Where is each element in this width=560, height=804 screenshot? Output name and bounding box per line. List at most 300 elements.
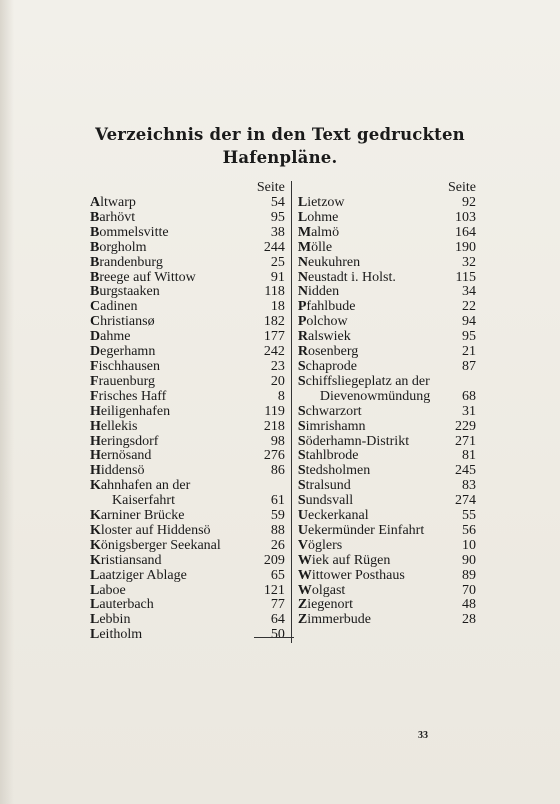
entry-name	[90, 390, 166, 405]
entry-page: 245	[455, 463, 476, 479]
index-list-right	[298, 196, 476, 628]
entry-name	[298, 345, 358, 360]
entry-initial: S	[297, 493, 306, 509]
entry-name-rest: ebbin	[99, 612, 131, 628]
entry-page: 20	[270, 373, 285, 389]
entry-name	[90, 226, 169, 241]
entry-initial: S	[297, 463, 306, 479]
entry-initial: A	[90, 195, 101, 210]
index-entry	[298, 241, 476, 256]
index-entry	[90, 598, 285, 613]
index-entry	[90, 405, 285, 420]
entry-name	[90, 449, 151, 464]
entry-name	[90, 315, 155, 330]
entry-name-rest: osenberg	[307, 344, 359, 360]
entry-name	[298, 479, 351, 494]
index-entry	[298, 211, 476, 226]
entry-name	[90, 613, 130, 628]
entry-initial: M	[297, 224, 312, 240]
entry-name	[90, 479, 190, 494]
entry-name-rest: ietzow	[307, 195, 345, 210]
index-entry	[298, 196, 476, 211]
entry-page: 229	[455, 418, 476, 434]
entry-name-rest: ltwarp	[100, 195, 136, 210]
entry-name	[298, 449, 359, 464]
entry-name-rest: risches Haff	[98, 388, 167, 404]
entry-page: 164	[455, 224, 476, 240]
entry-initial: N	[297, 269, 308, 285]
entry-page: 70	[462, 582, 476, 598]
index-entry	[298, 315, 476, 330]
index-entry	[90, 524, 285, 539]
index-entry	[90, 613, 285, 628]
entry-name	[298, 211, 338, 226]
entry-name	[298, 494, 353, 509]
entry-initial: H	[90, 448, 101, 464]
entry-initial: N	[297, 254, 308, 270]
entry-initial: B	[90, 224, 100, 240]
entry-name	[298, 241, 332, 256]
entry-name-rest: ristiansand	[100, 552, 162, 568]
entry-initial: U	[297, 508, 308, 524]
entry-initial: B	[90, 269, 100, 285]
entry-initial: B	[90, 239, 100, 255]
entry-name-rest: Kaiserfahrt	[112, 493, 175, 509]
entry-initial: B	[90, 209, 100, 225]
entry-name-rest: alswiek	[307, 329, 351, 345]
entry-initial: S	[297, 358, 306, 374]
entry-initial: S	[297, 418, 306, 434]
index-entry	[298, 405, 476, 420]
entry-page: 209	[263, 552, 285, 568]
entry-name	[90, 598, 154, 613]
entry-initial: D	[90, 344, 101, 360]
entry-name	[298, 509, 369, 524]
index-entry	[90, 494, 285, 509]
entry-name	[90, 300, 137, 315]
entry-page: 83	[462, 478, 476, 494]
entry-name-rest: öglers	[307, 537, 343, 553]
separator-rule	[254, 637, 294, 638]
entry-name-rest: olgast	[311, 582, 346, 598]
index-entry	[90, 196, 285, 211]
entry-initial: R	[297, 344, 308, 360]
entry-initial: K	[90, 522, 101, 538]
entry-initial: P	[297, 314, 307, 330]
entry-page: 89	[462, 567, 476, 583]
index-entry	[298, 330, 476, 345]
index-entry	[298, 554, 476, 569]
entry-name	[90, 539, 221, 554]
entry-name-rest: hristiansø	[100, 314, 155, 330]
entry-page: 81	[462, 448, 476, 464]
index-entry	[298, 524, 476, 539]
entry-name-rest: ommelsvitte	[99, 224, 169, 240]
index-entry	[90, 420, 285, 435]
index-entry	[90, 330, 285, 345]
entry-initial: K	[90, 478, 101, 494]
entry-name-rest: rauenburg	[98, 373, 156, 389]
entry-initial: P	[297, 299, 307, 315]
entry-initial: B	[90, 284, 100, 300]
index-entry	[90, 300, 285, 315]
entry-initial: D	[90, 329, 101, 345]
entry-name	[298, 226, 339, 241]
index-entry	[90, 211, 285, 226]
entry-page: 91	[270, 269, 285, 285]
entry-initial: L	[90, 627, 100, 643]
entry-page: 54	[270, 195, 285, 210]
entry-initial: M	[297, 239, 312, 255]
entry-name-rest: tahlbrode	[305, 448, 359, 464]
entry-name-rest: iddensö	[100, 463, 145, 479]
entry-name-rest: ahme	[100, 329, 131, 345]
entry-page: 55	[462, 508, 476, 524]
entry-name	[298, 360, 357, 375]
entry-name-rest: iek auf Rügen	[311, 552, 391, 568]
index-entry	[298, 569, 476, 584]
page-number: 33	[418, 730, 428, 741]
index-entry	[90, 390, 285, 405]
entry-name	[90, 464, 144, 479]
entry-page: 274	[455, 493, 476, 509]
entry-page: 119	[264, 403, 285, 419]
entry-page: 23	[270, 358, 285, 374]
entry-initial: H	[90, 403, 101, 419]
entry-page: 61	[270, 493, 285, 509]
entry-initial: L	[90, 597, 100, 613]
entry-name	[90, 524, 211, 539]
entry-page: 18	[270, 299, 285, 315]
entry-initial: L	[90, 582, 100, 598]
index-entry	[90, 271, 285, 286]
entry-name-rest: egerhamn	[100, 344, 156, 360]
entry-name-rest: ölle	[311, 239, 333, 255]
index-entry	[90, 554, 285, 569]
entry-page: 50	[270, 627, 285, 643]
entry-page: 48	[462, 597, 476, 613]
entry-initial: W	[297, 582, 312, 598]
index-entry	[298, 256, 476, 271]
entry-name	[298, 330, 351, 345]
entry-page: 115	[455, 269, 476, 285]
entry-name	[90, 494, 175, 509]
entry-initial: L	[297, 195, 308, 210]
entry-initial: S	[297, 478, 306, 494]
entry-name-rest: loster auf Hiddensö	[100, 522, 211, 538]
index-entry	[298, 390, 476, 405]
seite-header-left: Seite	[256, 180, 285, 195]
entry-name-rest: eckerkanal	[307, 508, 369, 524]
entry-name	[90, 375, 155, 390]
index-entry	[90, 345, 285, 360]
index-entry	[298, 479, 476, 494]
index-entry	[298, 509, 476, 524]
entry-name	[90, 241, 147, 256]
entry-name	[298, 613, 371, 628]
index-entry	[298, 539, 476, 554]
entry-name	[298, 584, 345, 599]
index-entry	[298, 300, 476, 315]
entry-page: 56	[462, 522, 476, 538]
entry-page: 32	[462, 254, 476, 270]
entry-page: 190	[455, 239, 476, 255]
entry-name	[90, 554, 162, 569]
entry-initial: S	[297, 373, 306, 389]
entry-page: 88	[270, 522, 285, 538]
index-entry	[90, 435, 285, 450]
entry-name	[90, 405, 170, 420]
index-entry	[90, 375, 285, 390]
entry-initial: W	[297, 567, 312, 583]
entry-initial: L	[90, 612, 100, 628]
entry-initial: H	[90, 418, 101, 434]
entry-name-rest: ittower Posthaus	[311, 567, 405, 583]
index-entry	[298, 420, 476, 435]
index-entry	[298, 464, 476, 479]
entry-name	[298, 256, 360, 271]
entry-page: 242	[263, 344, 285, 360]
entry-page: 182	[263, 314, 285, 330]
entry-page: 177	[263, 329, 285, 345]
page-title	[0, 123, 560, 169]
entry-name-rest: reege auf Wittow	[99, 269, 196, 285]
index-entry	[298, 285, 476, 300]
index-entry	[90, 539, 285, 554]
entry-name-rest: chaprode	[305, 358, 357, 374]
entry-page: 87	[462, 358, 476, 374]
index-entry	[90, 315, 285, 330]
entry-name	[298, 405, 362, 420]
index-entry	[90, 584, 285, 599]
entry-page: 218	[263, 418, 285, 434]
entry-page: 90	[462, 552, 476, 568]
entry-initial: Z	[297, 612, 308, 628]
entry-name	[298, 598, 353, 613]
index-entry	[90, 241, 285, 256]
entry-initial: S	[297, 433, 306, 449]
entry-name	[90, 211, 135, 226]
entry-page: 34	[462, 284, 476, 300]
entry-name	[298, 271, 396, 286]
entry-name-rest: undsvall	[305, 493, 354, 509]
entry-name	[90, 569, 187, 584]
entry-page: 59	[270, 508, 285, 524]
entry-initial: F	[90, 373, 99, 389]
entry-name	[90, 509, 184, 524]
index-entry	[298, 494, 476, 509]
title-line-1: Verzeichnis der in den Text gedruckten	[95, 125, 465, 144]
entry-name-rest: olchow	[306, 314, 348, 330]
entry-name-rest: önigsberger Seekanal	[100, 537, 221, 553]
entry-initial: C	[90, 299, 101, 315]
entry-name-rest: arniner Brücke	[100, 508, 185, 524]
entry-name	[298, 285, 339, 300]
entry-name	[298, 435, 409, 450]
index-entry	[90, 256, 285, 271]
entry-name-rest: almö	[311, 224, 340, 240]
index-entry	[298, 435, 476, 450]
index-entry	[90, 479, 285, 494]
entry-name	[90, 584, 126, 599]
entry-name	[90, 271, 196, 286]
entry-initial: H	[90, 433, 101, 449]
index-entry	[298, 360, 476, 375]
index-entry	[298, 345, 476, 360]
entry-name	[90, 196, 136, 211]
entry-page: 86	[270, 463, 285, 479]
entry-page: 92	[462, 195, 476, 210]
entry-name-rest: auterbach	[99, 597, 154, 613]
entry-initial: B	[90, 254, 100, 270]
entry-name-rest: ohme	[307, 209, 339, 225]
entry-initial: U	[297, 522, 308, 538]
entry-initial: L	[90, 567, 100, 583]
entry-initial: K	[90, 537, 101, 553]
entry-page: 26	[270, 537, 285, 553]
index-column-left	[90, 181, 292, 643]
entry-name	[90, 345, 155, 360]
index-entry	[298, 598, 476, 613]
entry-name	[298, 196, 345, 211]
title-line-2: Hafenpläne.	[222, 148, 338, 167]
entry-page: 103	[455, 209, 476, 225]
entry-page: 31	[462, 403, 476, 419]
entry-initial: S	[297, 403, 306, 419]
entry-initial: S	[297, 448, 306, 464]
index-entry	[298, 584, 476, 599]
entry-name-rest: imrishamn	[305, 418, 366, 434]
entry-name	[298, 464, 370, 479]
entry-initial: L	[297, 209, 308, 225]
entry-initial: F	[90, 388, 99, 404]
entry-name-rest: aatziger Ablage	[99, 567, 187, 583]
page-fold-shadow	[0, 0, 14, 804]
entry-name-rest: ernösand	[100, 448, 152, 464]
entry-initial: K	[90, 552, 101, 568]
index-entry	[90, 285, 285, 300]
index-entry	[90, 569, 285, 584]
entry-name-rest: eitholm	[99, 627, 143, 643]
entry-initial: R	[297, 329, 308, 345]
entry-page: 95	[462, 329, 476, 345]
entry-page: 271	[455, 433, 476, 449]
entry-page: 10	[462, 537, 476, 553]
entry-name-rest: eukuhren	[307, 254, 361, 270]
index-entry	[90, 449, 285, 464]
entry-name-rest: ahnhafen an der	[100, 478, 191, 494]
index-list-left	[90, 196, 285, 643]
entry-name	[298, 300, 356, 315]
entry-name	[298, 569, 405, 584]
entry-name	[90, 420, 137, 435]
entry-name	[298, 524, 424, 539]
entry-name	[90, 285, 160, 300]
entry-name-rest: Dievenowmündung	[319, 388, 431, 404]
entry-initial: Z	[297, 597, 308, 613]
entry-page: 95	[270, 209, 285, 225]
entry-name-rest: urgstaaken	[99, 284, 160, 300]
index-entry	[90, 628, 285, 643]
entry-page: 118	[264, 284, 285, 300]
index-column-right	[292, 181, 476, 643]
index-entry	[298, 271, 476, 286]
index-entry	[298, 449, 476, 464]
entry-name	[90, 330, 130, 345]
entry-initial: F	[90, 358, 99, 374]
entry-page: 8	[277, 388, 285, 404]
index-entry	[298, 375, 476, 390]
seite-header-right: Seite	[448, 180, 476, 195]
entry-initial: V	[297, 537, 308, 553]
entry-initial: N	[297, 284, 308, 300]
entry-name-rest: tedsholmen	[305, 463, 371, 479]
entry-name-rest: adinen	[100, 299, 138, 315]
entry-page: 25	[270, 254, 285, 270]
entry-name-rest: immerbude	[307, 612, 371, 628]
entry-page: 77	[270, 597, 285, 613]
entry-name-rest: randenburg	[99, 254, 163, 270]
entry-name-rest: aboe	[99, 582, 126, 598]
entry-page: 244	[263, 239, 285, 255]
entry-page: 64	[270, 612, 285, 628]
entry-initial: C	[90, 314, 101, 330]
entry-page: 28	[462, 612, 476, 628]
entry-name-rest: orgholm	[99, 239, 147, 255]
index-columns	[90, 181, 476, 643]
entry-page: 94	[462, 314, 476, 330]
entry-name	[298, 375, 430, 390]
entry-initial: H	[90, 463, 101, 479]
entry-page: 98	[270, 433, 285, 449]
entry-name	[298, 420, 366, 435]
entry-name-rest: ekermünder Einfahrt	[307, 522, 425, 538]
entry-page: 21	[462, 344, 476, 360]
entry-name-rest: ellekis	[100, 418, 138, 434]
entry-page: 65	[270, 567, 285, 583]
entry-page: 121	[263, 582, 285, 598]
entry-name	[298, 390, 430, 405]
entry-name	[298, 554, 391, 569]
entry-name-rest: öderhamn-Distrikt	[305, 433, 410, 449]
entry-name-rest: iegenort	[307, 597, 354, 613]
entry-name-rest: chwarzort	[305, 403, 362, 419]
entry-initial: K	[90, 508, 101, 524]
index-entry	[90, 226, 285, 241]
entry-initial: W	[297, 552, 312, 568]
entry-name-rest: eiligenhafen	[100, 403, 171, 419]
entry-name	[90, 360, 160, 375]
entry-name	[298, 315, 348, 330]
entry-page: 22	[462, 299, 476, 315]
entry-page: 38	[270, 224, 285, 240]
index-entry	[90, 509, 285, 524]
entry-name-rest: eringsdorf	[100, 433, 159, 449]
entry-name	[90, 435, 158, 450]
entry-name	[90, 628, 142, 643]
index-entry	[90, 360, 285, 375]
entry-name-rest: ischhausen	[98, 358, 160, 374]
entry-page: 276	[263, 448, 285, 464]
entry-name-rest: idden	[307, 284, 340, 300]
entry-name	[298, 539, 342, 554]
entry-name-rest: tralsund	[305, 478, 351, 494]
index-entry	[298, 613, 476, 628]
entry-name-rest: eustadt i. Holst.	[307, 269, 396, 285]
entry-page: 68	[462, 388, 476, 404]
index-entry	[90, 464, 285, 479]
entry-name-rest: chiffsliegeplatz an der	[305, 373, 430, 389]
